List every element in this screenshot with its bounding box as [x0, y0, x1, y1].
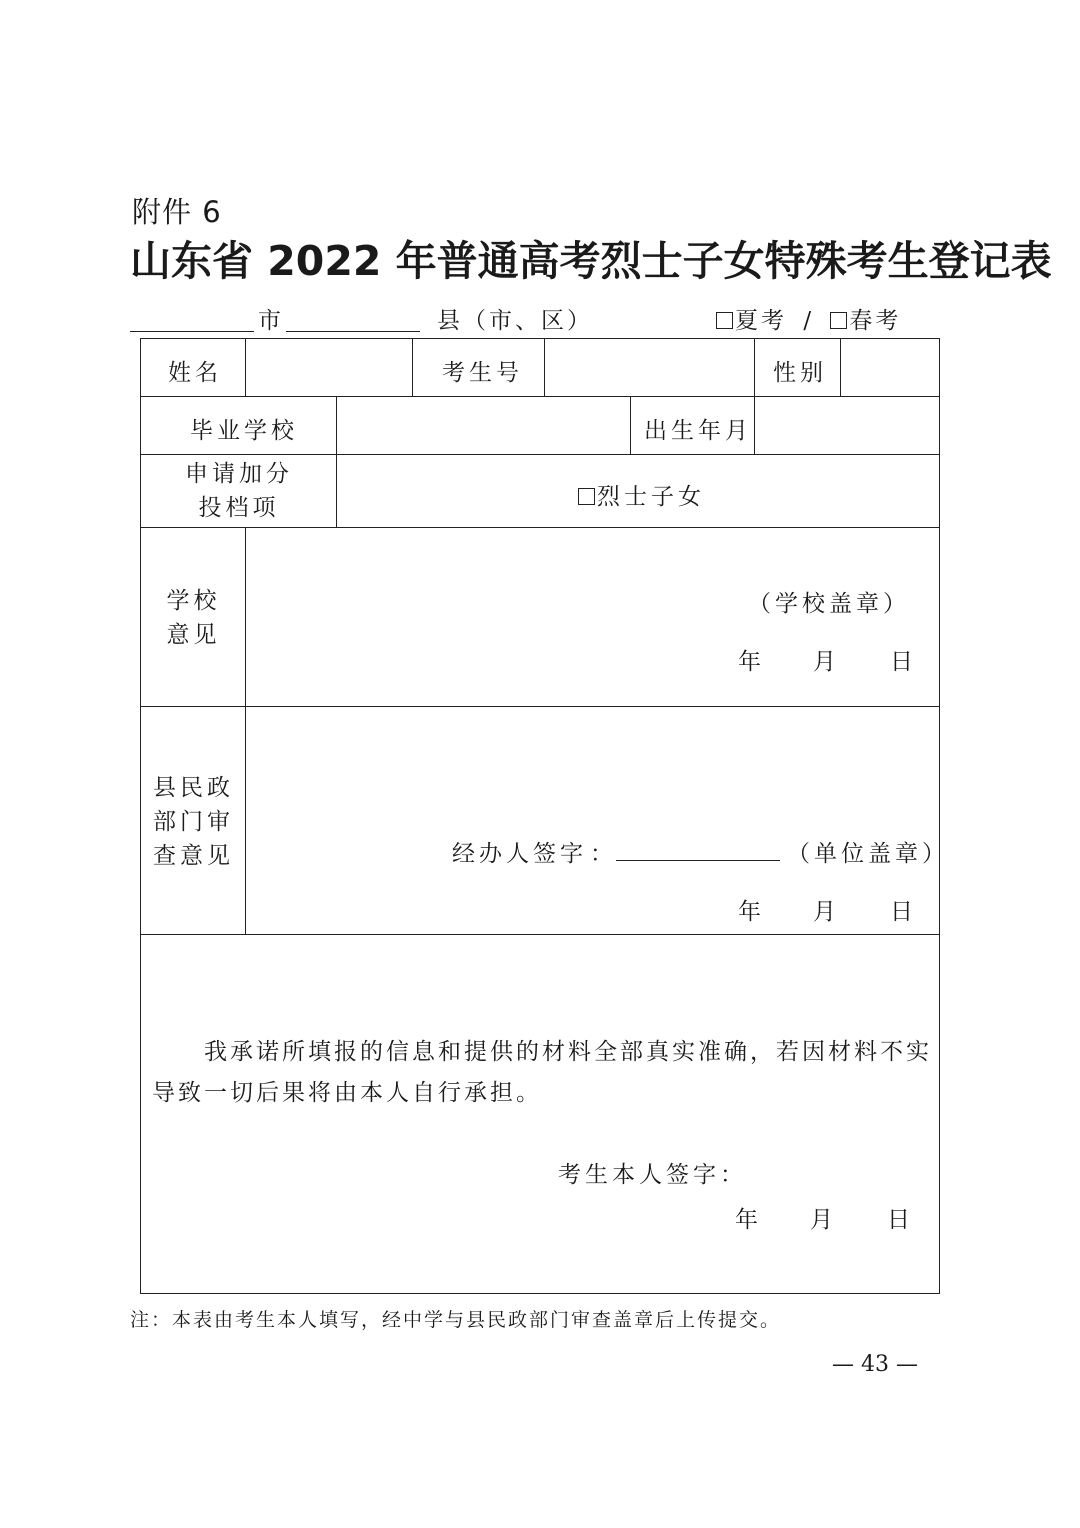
handler-signature-colon: ：: [590, 841, 617, 867]
pledge-text: 我承诺所填报的信息和提供的材料全部真实准确，若因材料不实导致一切后果将由本人自行承担。: [152, 1039, 932, 1106]
exam-type-selector: [716, 302, 901, 335]
name-field[interactable]: [247, 340, 411, 395]
row-divider: [140, 934, 940, 935]
school-opinion-label: [142, 584, 245, 652]
civil-affairs-label: [142, 771, 245, 873]
column-divider: [245, 338, 246, 396]
column-divider: [754, 338, 755, 396]
page-number: — 43 —: [832, 1352, 918, 1377]
bonus-label-line1: 申请加分: [185, 461, 293, 487]
bonus-label: [142, 457, 336, 525]
civil-affairs-line2: 部门审: [153, 809, 234, 835]
column-divider: [544, 338, 545, 396]
form-title: 山东省 2022 年普通高考烈士子女特殊考生登记表: [130, 237, 1052, 285]
column-divider: [336, 396, 337, 454]
candidate-signature-label: 考生本人签字：: [558, 1162, 747, 1188]
birth-field[interactable]: [756, 398, 938, 453]
martyr-children-checkbox[interactable]: [578, 488, 595, 505]
attachment-label: 附件 6: [132, 195, 222, 229]
school-label: 毕业学校: [190, 418, 298, 444]
martyr-children-label: 烈士子女: [597, 484, 705, 510]
city-label: 市: [258, 308, 284, 334]
row-divider: [140, 527, 940, 528]
row-divider: [140, 396, 940, 397]
column-divider: [336, 454, 337, 527]
footer-note: 注：本表由考生本人填写，经中学与县民政部门审查盖章后上传提交。: [130, 1309, 782, 1331]
school-year-label: 年: [738, 649, 765, 675]
civil-affairs-line3: 查意见: [153, 843, 234, 869]
column-divider: [412, 338, 413, 396]
school-stamp-label: （学校盖章）: [748, 591, 910, 617]
city-blank[interactable]: [130, 331, 254, 332]
gender-field[interactable]: [842, 340, 938, 395]
column-divider: [630, 396, 631, 454]
spring-exam-label: 春考: [849, 308, 902, 334]
school-opinion-line2: 意见: [166, 622, 221, 648]
handler-signature-field[interactable]: [616, 860, 780, 861]
school-month-label: 月: [813, 649, 840, 675]
candidate-year-label: 年: [735, 1207, 762, 1233]
school-opinion-line1: 学校: [166, 588, 221, 614]
unit-stamp-label: （单位盖章）: [787, 841, 949, 867]
bonus-label-line2: 投档项: [198, 495, 280, 521]
name-label: 姓名: [168, 360, 222, 386]
column-divider: [245, 527, 246, 934]
candidate-month-label: 月: [810, 1207, 837, 1233]
civil-day-label: 日: [890, 899, 917, 925]
school-day-label: 日: [890, 649, 917, 675]
birth-label: 出生年月: [644, 418, 752, 444]
bonus-option: [578, 478, 705, 511]
summer-exam-label: 夏考: [735, 308, 787, 334]
exam-type-separator: /: [803, 308, 815, 334]
candidate-day-label: 日: [887, 1207, 914, 1233]
civil-month-label: 月: [813, 899, 840, 925]
handler-signature-label: 经办人签字: [452, 841, 587, 867]
spring-exam-checkbox[interactable]: [830, 312, 847, 329]
summer-exam-checkbox[interactable]: [716, 312, 733, 329]
county-blank[interactable]: [286, 331, 420, 332]
civil-affairs-line1: 县民政: [153, 775, 234, 801]
civil-year-label: 年: [738, 899, 765, 925]
exam-number-field[interactable]: [546, 340, 753, 395]
column-divider: [754, 396, 755, 454]
candidate-signature-field[interactable]: [730, 1150, 930, 1186]
row-divider: [140, 706, 940, 707]
exam-number-label: 考生号: [442, 360, 523, 386]
gender-label: 性别: [773, 360, 827, 386]
county-label: 县（市、区）: [437, 308, 593, 334]
school-field[interactable]: [338, 398, 629, 453]
column-divider: [840, 338, 841, 396]
row-divider: [140, 454, 940, 455]
